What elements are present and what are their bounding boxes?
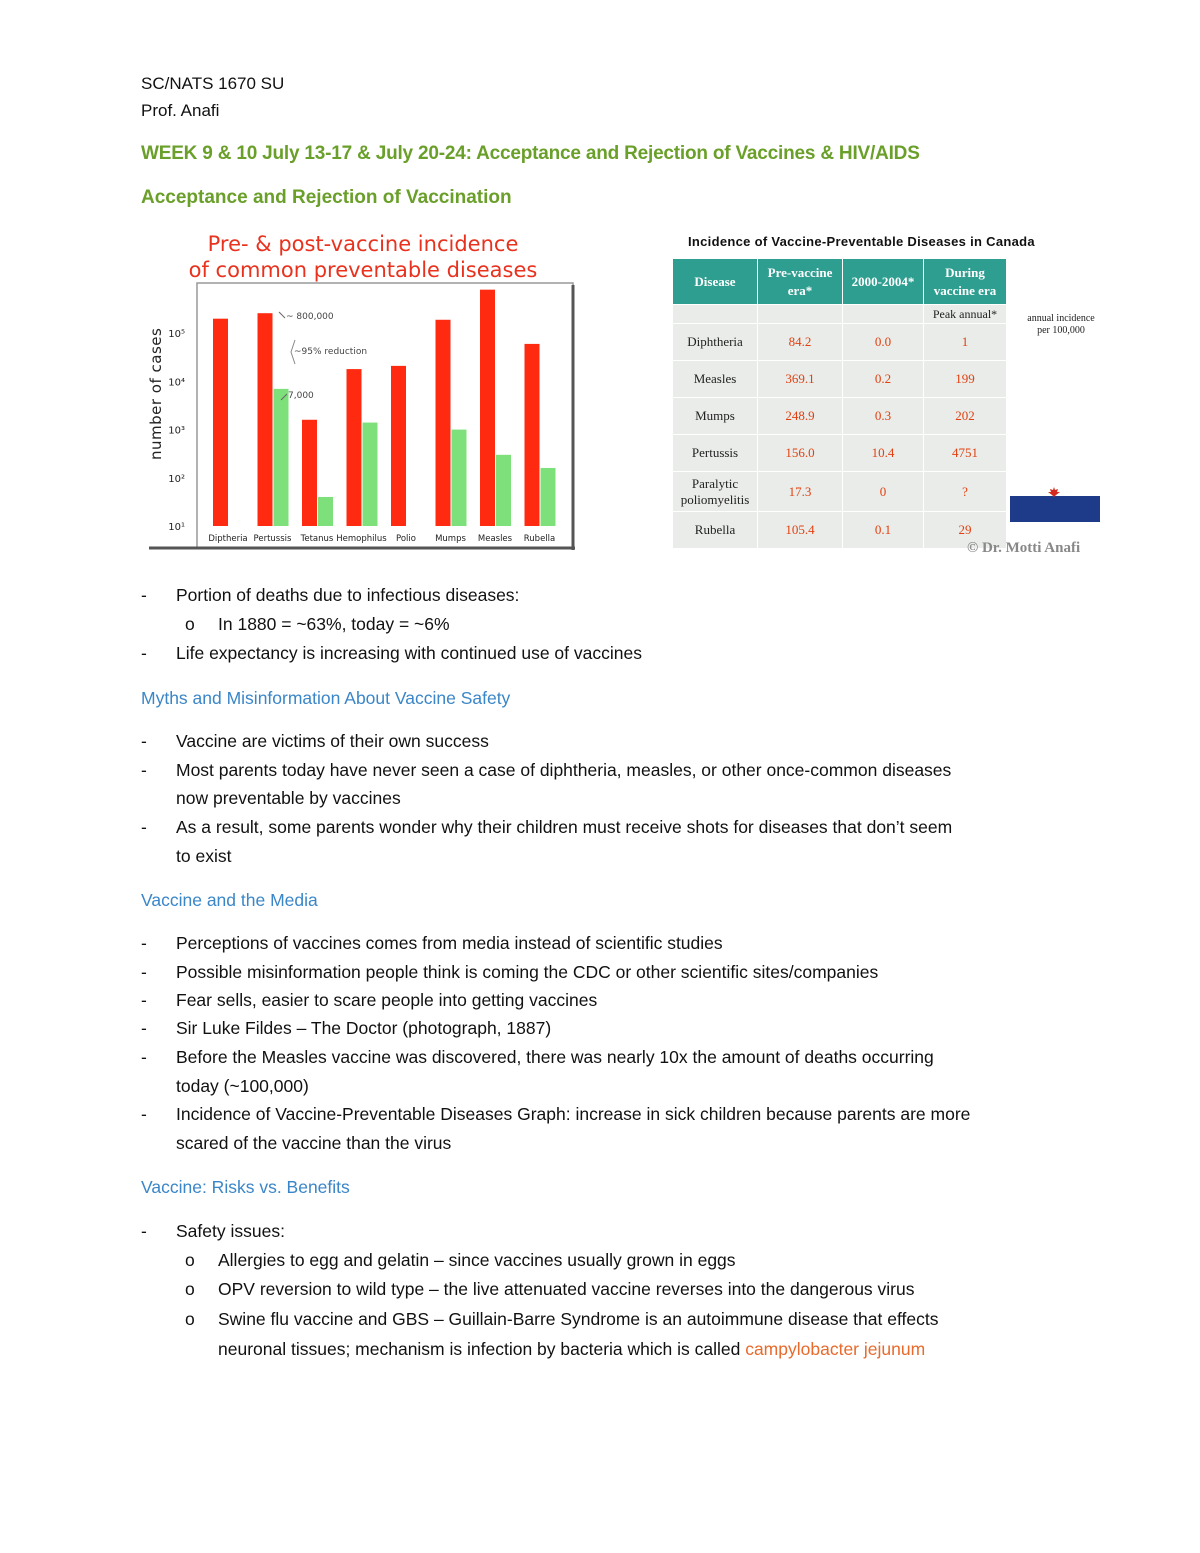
bar-polio-pre (391, 366, 406, 526)
cell-disease: Measles (673, 361, 758, 398)
bar-hemophilus-pre (347, 369, 362, 526)
x-tick-label: Tetanus (300, 534, 334, 544)
course-code: SC/NATS 1670 SU (141, 74, 285, 93)
annotation-reduction: ~95% reduction (294, 347, 368, 357)
heading-risks: Vaccine: Risks vs. Benefits (141, 1177, 350, 1197)
list-item-text: neuronal tissues; mechanism is infection by bacteria which is called (218, 1339, 746, 1359)
x-tick-label: Rubella (523, 534, 556, 544)
maple-leaf-icon (1048, 487, 1060, 497)
table-row (673, 398, 1007, 435)
bar-pertussis-post (274, 389, 289, 526)
cell-disease: Mumps (673, 398, 758, 435)
annotation-800000: ~ 800,000 (286, 312, 334, 322)
bullet-dash: - (141, 817, 147, 837)
y-tick-label: 10⁵ (168, 329, 185, 341)
table-row (673, 512, 1007, 549)
y-tick-label: 10³ (168, 425, 185, 437)
y-tick-label: 10¹ (168, 522, 185, 533)
table-title: Incidence of Vaccine-Preventable Diseases in Canada (688, 234, 1035, 249)
list-item: Fear sells, easier to scare people into getting vaccines (176, 990, 598, 1010)
list-item: Safety issues: (176, 1221, 285, 1241)
list-item-cont (218, 1339, 925, 1360)
cell-disease: Diphtheria (673, 324, 758, 361)
table-row (673, 435, 1007, 472)
list-item: Allergies to egg and gelatin – since vaccines usually grown in eggs (218, 1250, 736, 1270)
bullet-dash: - (141, 1104, 147, 1124)
x-tick-label: Measles (477, 534, 513, 544)
week-title: WEEK 9 & 10 July 13-17 & July 20-24: Acceptance and Rejection of Vaccines & HIV/AIDS (141, 143, 920, 164)
x-tick-label: Diptheria (208, 534, 248, 544)
bullet-circle: o (185, 1279, 195, 1299)
cell-2000-2004: 0.3 (843, 398, 924, 435)
col-header-during: During vaccine era (924, 259, 1007, 305)
bar-mumps-pre (436, 320, 451, 526)
cell-peak-annual: 4751 (924, 435, 1007, 472)
list-item: Vaccine are victims of their own success (176, 731, 489, 751)
bullet-circle: o (185, 1309, 195, 1329)
cell-pre-vaccine: 248.9 (758, 398, 843, 435)
list-item: Portion of deaths due to infectious diseases: (176, 585, 520, 605)
bar-tetanus-post (318, 497, 333, 526)
bullet-dash: - (141, 760, 147, 780)
cell-pre-vaccine: 17.3 (758, 472, 843, 512)
list-item: Swine flu vaccine and GBS – Guillain-Barre Syndrome is an autoimmune disease that effects (218, 1309, 939, 1329)
list-item: Before the Measles vaccine was discovered, there was nearly 10x the amount of deaths occurring (176, 1047, 934, 1067)
bar-tetanus-pre (302, 420, 317, 526)
list-item: Life expectancy is increasing with continued use of vaccines (176, 643, 642, 663)
y-tick-label: 10² (168, 473, 185, 485)
x-tick-label: Hemophilus (336, 534, 387, 544)
x-tick-label: Mumps (435, 534, 466, 544)
cell-pre-vaccine: 156.0 (758, 435, 843, 472)
col-header-2000-2004: 2000-2004* (843, 259, 924, 305)
cell-peak-annual: 199 (924, 361, 1007, 398)
list-item-cont: scared of the vaccine than the virus (176, 1133, 452, 1153)
professor-name: Prof. Anafi (141, 101, 220, 120)
y-tick-label: 10⁴ (168, 377, 185, 389)
cell-peak-annual: 202 (924, 398, 1007, 435)
bullet-dash: - (141, 585, 147, 605)
cell-2000-2004: 0.2 (843, 361, 924, 398)
table-row (673, 361, 1007, 398)
heading-media: Vaccine and the Media (141, 890, 318, 910)
cell-2000-2004: 0.1 (843, 512, 924, 549)
cell-disease: Rubella (673, 512, 758, 549)
table-side-note: annual incidence per 100,000 (1027, 313, 1095, 336)
x-tick-label: Pertussis (253, 534, 292, 544)
heading-myths: Myths and Misinformation About Vaccine Safety (141, 688, 511, 708)
list-item-cont: to exist (176, 846, 232, 866)
bar-pertussis-pre (258, 313, 273, 526)
bullet-dash: - (141, 1018, 147, 1038)
bar-measles-pre (480, 290, 495, 526)
bar-measles-post (496, 455, 511, 526)
bar-rubella-pre (525, 344, 540, 526)
chart-title-line2: of common preventable diseases (188, 258, 538, 282)
table-row (673, 472, 1007, 512)
list-item: In 1880 = ~63%, today = ~6% (218, 614, 450, 634)
highlighted-term: campylobacter jejunum (745, 1339, 926, 1359)
bar-mumps-post (452, 430, 467, 526)
bullet-dash: - (141, 933, 147, 953)
bullet-dash: - (141, 990, 147, 1010)
list-item-cont: today (~100,000) (176, 1076, 309, 1096)
section-title: Acceptance and Rejection of Vaccination (141, 187, 512, 208)
bullet-dash: - (141, 731, 147, 751)
table-row (673, 324, 1007, 361)
bar-rubella-post (541, 468, 556, 526)
list-item: Possible misinformation people think is coming the CDC or other scientific sites/companies (176, 962, 879, 982)
list-item: As a result, some parents wonder why their children must receive shots for diseases that don’t seem (176, 817, 953, 837)
bar-chart-figure (143, 228, 583, 553)
bar-hemophilus-post (363, 423, 378, 526)
cell-peak-annual: 1 (924, 324, 1007, 361)
bullet-circle: o (185, 1250, 195, 1270)
cell-peak-annual: ? (924, 472, 1007, 512)
cell-pre-vaccine: 369.1 (758, 361, 843, 398)
y-axis-label: number of cases (147, 327, 165, 460)
list-item: OPV reversion to wild type – the live attenuated vaccine reverses into the dangerous virus (218, 1279, 915, 1299)
x-tick-label: Polio (396, 534, 416, 544)
cell-2000-2004: 0 (843, 472, 924, 512)
bullet-dash: - (141, 1047, 147, 1067)
bullet-dash: - (141, 643, 147, 663)
cell-2000-2004: 10.4 (843, 435, 924, 472)
list-item: Sir Luke Fildes – The Doctor (photograph, 1887) (176, 1018, 552, 1038)
bar-diptheria-pre (213, 319, 228, 526)
copyright: © Dr. Motti Anafi (967, 540, 1081, 556)
cell-pre-vaccine: 105.4 (758, 512, 843, 549)
bullet-circle: o (185, 614, 195, 634)
col-header-disease: Disease (673, 259, 758, 305)
subheader-peak-annual: Peak annual* (924, 305, 1007, 324)
list-item: Most parents today have never seen a case of diphtheria, measles, or other once-common diseases (176, 760, 952, 780)
list-item: Perceptions of vaccines comes from media instead of scientific studies (176, 933, 723, 953)
chart-title-line1: Pre- & post-vaccine incidence (207, 232, 519, 256)
cell-2000-2004: 0.0 (843, 324, 924, 361)
col-header-pre-vaccine: Pre-vaccine era* (758, 259, 843, 305)
bullet-dash: - (141, 962, 147, 982)
list-item: Incidence of Vaccine-Preventable Diseases Graph: increase in sick children because parents are more (176, 1104, 971, 1124)
list-item-cont: now preventable by vaccines (176, 788, 401, 808)
cell-peak-annual: 29 (924, 512, 1007, 549)
annotation-7000: 7,000 (288, 391, 314, 401)
cell-disease: Paralytic poliomyelitis (673, 472, 758, 512)
plot-frame (197, 283, 573, 548)
bullet-dash: - (141, 1221, 147, 1241)
cell-pre-vaccine: 84.2 (758, 324, 843, 361)
cell-disease: Pertussis (673, 435, 758, 472)
incidence-table (672, 258, 1007, 549)
bar-chart (143, 228, 583, 553)
